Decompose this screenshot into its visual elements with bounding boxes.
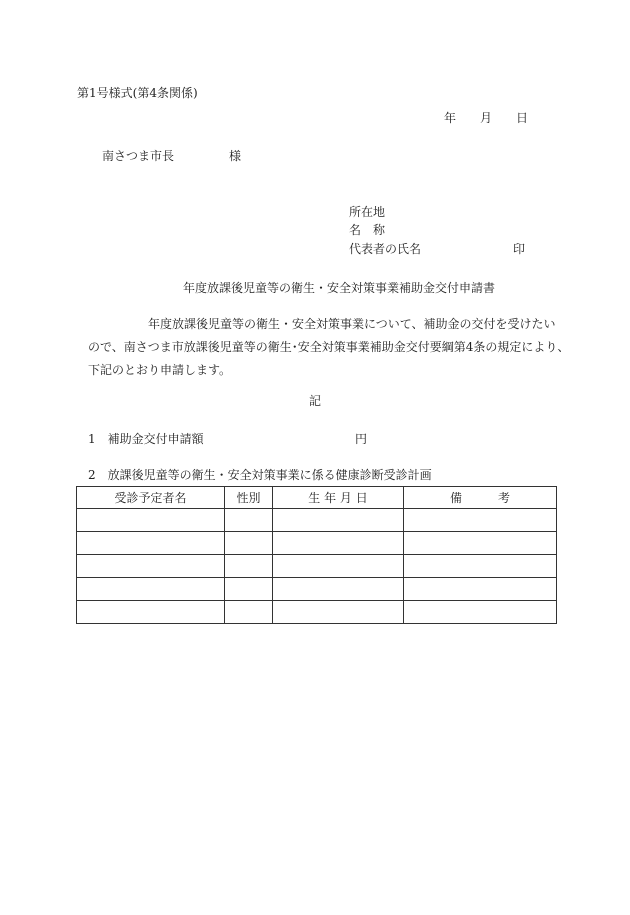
cell-gender — [225, 555, 273, 578]
table-row — [77, 578, 557, 601]
cell-gender — [225, 509, 273, 532]
item2-label: 2 放課後児童等の衛生・安全対策事業に係る健康診断受診計画 — [88, 468, 432, 482]
ki-heading: 記 — [309, 394, 322, 408]
item1-unit: 円 — [355, 432, 368, 446]
header-gender: 性別 — [225, 487, 273, 509]
cell-remarks — [404, 532, 557, 555]
cell-remarks — [404, 601, 557, 624]
cell-birthdate — [273, 555, 404, 578]
form-number: 第1号様式(第4条関係) — [77, 86, 198, 100]
addressee-honorific: 様 — [229, 149, 242, 163]
cell-name — [77, 532, 225, 555]
cell-gender — [225, 601, 273, 624]
addressee-name: 南さつま市長 — [102, 149, 175, 163]
body-paragraph — [88, 313, 570, 382]
table-row — [77, 601, 557, 624]
applicant-name-label: 名 称 — [349, 223, 386, 237]
table-header-row — [77, 487, 557, 509]
cell-gender — [225, 578, 273, 601]
table-row — [77, 509, 557, 532]
cell-name — [77, 601, 225, 624]
cell-remarks — [404, 555, 557, 578]
cell-birthdate — [273, 601, 404, 624]
seal-mark: 印 — [513, 242, 526, 256]
applicant-address-label: 所在地 — [349, 205, 386, 219]
applicant-representative-label: 代表者の氏名 — [349, 242, 422, 256]
header-remarks: 備 考 — [404, 487, 557, 509]
date-month-label: 月 — [480, 111, 493, 125]
header-birthdate: 生 年 月 日 — [273, 487, 404, 509]
body-line-3: 下記のとおり申請します。 — [88, 363, 232, 377]
date-year-label: 年 — [444, 111, 457, 125]
header-name: 受診予定者名 — [77, 487, 225, 509]
cell-birthdate — [273, 532, 404, 555]
cell-name — [77, 555, 225, 578]
table-row — [77, 532, 557, 555]
document-title: 年度放課後児童等の衛生・安全対策事業補助金交付申請書 — [183, 281, 496, 295]
cell-remarks — [404, 578, 557, 601]
cell-birthdate — [273, 509, 404, 532]
cell-name — [77, 509, 225, 532]
cell-name — [77, 578, 225, 601]
cell-gender — [225, 532, 273, 555]
cell-remarks — [404, 509, 557, 532]
body-line-2: ので、南さつま市放課後児童等の衛生･安全対策事業補助金交付要綱第4条の規定により、 — [88, 340, 570, 354]
date-day-label: 日 — [516, 111, 529, 125]
checkup-plan-table — [76, 486, 557, 624]
table-row — [77, 555, 557, 578]
item1-label: 1 補助金交付申請額 — [88, 432, 204, 446]
body-line-1: 年度放課後児童等の衛生・安全対策事業について、補助金の交付を受けたい — [148, 317, 556, 331]
cell-birthdate — [273, 578, 404, 601]
